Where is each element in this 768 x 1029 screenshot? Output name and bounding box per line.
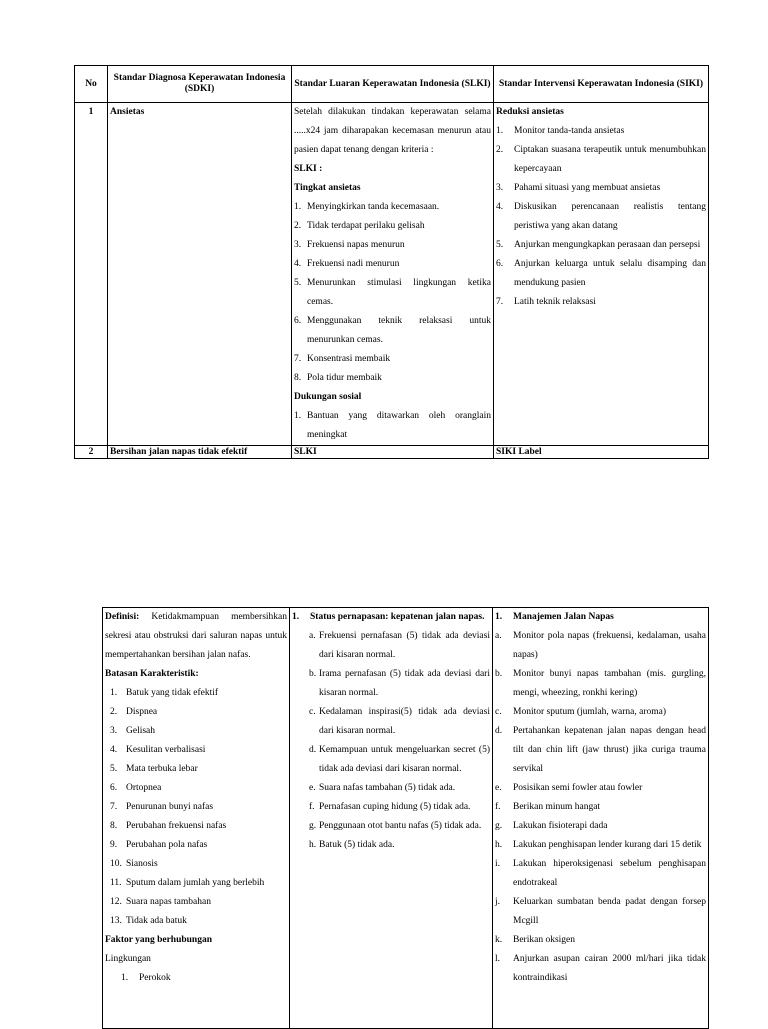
list-marker: 5. <box>110 764 118 774</box>
list-item-text: Lakukan hiperoksigenasi sebelum penghisapan endotrakeal <box>513 859 706 888</box>
definisi-text: Ketidakmampuan membersihkan sekresi atau obstruksi dari saluran napas untuk mempertahankan bersihan jalan nafas. <box>105 612 287 660</box>
list-item-text: Anjurkan asupan cairan 2000 ml/hari jika tidak kontraindikasi <box>513 954 706 983</box>
list-marker: g. <box>309 821 317 831</box>
list-item <box>496 141 706 179</box>
list-item <box>294 198 491 217</box>
list-marker: 2. <box>110 707 118 717</box>
slki-title: Status pernapasan: kepatenan jalan napas. <box>310 612 485 622</box>
list-item-text: Batuk (5) tidak ada. <box>319 840 395 850</box>
list-item-text: Kesulitan verbalisasi <box>126 745 206 755</box>
list-item <box>105 874 287 893</box>
list-marker: g. <box>495 821 503 831</box>
list-marker: f. <box>495 802 501 812</box>
list-item <box>105 893 287 912</box>
list-item-text: Frekuensi napas menurun <box>307 240 405 250</box>
list-item <box>294 312 491 350</box>
list-item-text: Menyingkirkan tanda kecemasaan. <box>307 202 440 212</box>
list-marker: 2. <box>294 221 302 231</box>
list-item <box>105 741 287 760</box>
slki-intro: Setelah dilakukan tindakan keperawatan selama .....x24 jam diharapakan kecemasan menurun atau pasien dapat tenang dengan kriteria : <box>294 107 491 155</box>
list-marker: 3. <box>496 183 504 193</box>
list-item <box>105 779 287 798</box>
tingkat-ansietas-title: Tingkat ansietas <box>294 183 361 193</box>
definisi-label: Definisi: <box>105 612 140 622</box>
list-marker: 7. <box>110 802 118 812</box>
list-item-text: Pernafasan cuping hidung (5) tidak ada. <box>319 802 471 812</box>
continuation-table <box>102 607 709 1029</box>
lingkungan-list <box>105 969 287 988</box>
list-marker: i. <box>495 859 501 869</box>
list-marker: c. <box>495 707 502 717</box>
nursing-care-table <box>74 65 709 459</box>
list-marker: 1. <box>292 612 300 622</box>
list-item-text: Pertahankan kepatenan jalan napas dengan head tilt dan chin lift (jaw thrust) jika curiga trauma servikal <box>513 726 706 774</box>
list-marker: a. <box>495 631 502 641</box>
list-item <box>105 817 287 836</box>
list-marker: 6. <box>496 259 504 269</box>
list-marker: 12. <box>110 897 122 907</box>
list-item <box>292 608 490 627</box>
list-item-text: Latih teknik relaksasi <box>514 297 596 307</box>
table-row <box>103 608 709 1029</box>
list-marker: 1. <box>121 973 129 983</box>
list-item-text: Monitor bunyi napas tambahan (mis. gurgling, mengi, wheezing, ronkhi kering) <box>513 669 706 698</box>
list-item <box>496 179 706 198</box>
list-item <box>298 779 490 798</box>
header-sdki: Standar Diagnosa Keperawatan Indonesia (SDKI) <box>108 66 292 103</box>
batasan-list <box>105 684 287 931</box>
list-item-text: Ortopnea <box>126 783 162 793</box>
list-item <box>496 122 706 141</box>
list-marker: 3. <box>110 726 118 736</box>
list-item-text: Monitor sputum (jumlah, warna, aroma) <box>513 707 667 717</box>
list-item-text: Frekuensi nadi menurun <box>307 259 400 269</box>
dukungan-sosial-list <box>294 407 491 445</box>
list-item <box>298 665 490 703</box>
list-item-text: Mata terbuka lebar <box>126 764 198 774</box>
list-item <box>495 608 706 627</box>
list-item <box>495 665 706 703</box>
table-row <box>75 103 709 446</box>
row-number: 2 <box>75 446 108 459</box>
list-marker: 1. <box>496 126 504 136</box>
list-item-text: Pola tidur membaik <box>307 373 382 383</box>
list-item-text: Kemampuan untuk mengeluarkan secret (5) tidak ada deviasi dari kisaran normal. <box>319 745 490 774</box>
list-marker: 6. <box>294 316 302 326</box>
list-marker: 4. <box>294 259 302 269</box>
list-marker: 10. <box>110 859 122 869</box>
reduksi-ansietas-list <box>496 122 706 312</box>
list-item-text: Lakukan penghisapan lender kurang dari 15 detik <box>513 840 702 850</box>
list-item-text: Diskusikan perencanaan realistis tentang peristiwa yang akan datang <box>514 202 706 231</box>
list-item-text: Anjurkan mengungkapkan perasaan dan persepsi <box>514 240 701 250</box>
list-item <box>294 369 491 388</box>
list-item <box>495 836 706 855</box>
list-item-text: Pahami situasi yang membuat ansietas <box>514 183 661 193</box>
siki-title-list <box>495 608 706 627</box>
dukungan-sosial-title: Dukungan sosial <box>294 392 362 402</box>
faktor-title: Faktor yang berhubungan <box>105 935 212 945</box>
list-marker: 1. <box>294 202 302 212</box>
batasan-title: Batasan Karakteristik: <box>105 669 199 679</box>
list-marker: j. <box>495 897 501 907</box>
list-item <box>495 855 706 893</box>
list-item <box>495 779 706 798</box>
list-marker: d. <box>309 745 317 755</box>
list-item-text: Konsentrasi membaik <box>307 354 391 364</box>
list-item <box>105 722 287 741</box>
list-item-text: Anjurkan keluarga untuk selalu disamping dan mendukung pasien <box>514 259 706 288</box>
list-item <box>495 950 706 988</box>
list-marker: 4. <box>496 202 504 212</box>
list-item <box>298 798 490 817</box>
siki-action-list <box>495 627 706 988</box>
list-marker: 1. <box>495 612 503 622</box>
list-item <box>294 407 491 445</box>
list-item <box>105 703 287 722</box>
list-marker: k. <box>495 935 503 945</box>
list-item-text: Menggunakan teknik relaksasi untuk menurunkan cemas. <box>307 316 491 345</box>
slki-cell <box>292 103 494 446</box>
list-item <box>495 722 706 779</box>
list-marker: 7. <box>496 297 504 307</box>
list-marker: l. <box>495 954 501 964</box>
list-item-text: Ciptakan suasana terapeutik untuk menumbuhkan kepercayaan <box>514 145 706 174</box>
list-item <box>298 703 490 741</box>
slki-cell: SLKI <box>292 446 494 459</box>
list-item <box>298 627 490 665</box>
table-row <box>75 446 709 459</box>
diagnosis-cell: Bersihan jalan napas tidak efektif <box>108 446 292 459</box>
list-item <box>298 836 490 855</box>
list-item <box>105 760 287 779</box>
list-item <box>294 274 491 312</box>
list-item-text: Menurunkan stimulasi lingkungan ketika cemas. <box>307 278 491 307</box>
list-item <box>298 741 490 779</box>
list-marker: a. <box>309 631 316 641</box>
list-item <box>495 798 706 817</box>
list-marker: 7. <box>294 354 302 364</box>
list-marker: d. <box>495 726 503 736</box>
list-marker: 2. <box>496 145 504 155</box>
list-marker: 5. <box>496 240 504 250</box>
list-item-text: Sianosis <box>126 859 158 869</box>
list-marker: 3. <box>294 240 302 250</box>
list-marker: 1. <box>294 411 302 421</box>
list-marker: b. <box>309 669 317 679</box>
row-number: 1 <box>75 103 108 446</box>
list-marker: 8. <box>110 821 118 831</box>
siki-detail-cell <box>493 608 709 1029</box>
list-item-text: Frekuensi pernafasan (5) tidak ada deviasi dari kisaran normal. <box>319 631 490 660</box>
definisi-block <box>105 608 287 665</box>
list-item-text: Batuk yang tidak efektif <box>126 688 219 698</box>
slki-detail-cell <box>290 608 493 1029</box>
list-item-text: Bantuan yang ditawarkan oleh oranglain meningkat <box>307 411 491 440</box>
list-marker: e. <box>495 783 502 793</box>
list-marker: c. <box>309 707 316 717</box>
list-item <box>495 817 706 836</box>
list-marker: h. <box>309 840 317 850</box>
list-item-text: Perokok <box>139 973 171 983</box>
siki-cell <box>494 103 709 446</box>
diagnosis-cell: Ansietas <box>108 103 292 446</box>
list-item-text: Kedalaman inspirasi(5) tidak ada deviasi dari kisaran normal. <box>319 707 490 736</box>
list-item <box>105 684 287 703</box>
list-item <box>294 217 491 236</box>
tingkat-ansietas-list <box>294 198 491 388</box>
list-item <box>298 817 490 836</box>
list-marker: 13. <box>110 916 122 926</box>
list-item-text: Suara nafas tambahan (5) tidak ada. <box>319 783 456 793</box>
list-item-text: Keluarkan sumbatan benda padat dengan forsep Mcgill <box>513 897 706 926</box>
list-item <box>496 293 706 312</box>
list-item-text: Sputum dalam jumlah yang berlebih <box>126 878 265 888</box>
list-item <box>496 198 706 236</box>
header-siki: Standar Intervensi Keperawatan Indonesia (SIKI) <box>494 66 709 103</box>
list-item-text: Berikan minum hangat <box>513 802 601 812</box>
list-marker: h. <box>495 840 503 850</box>
list-item <box>105 969 287 988</box>
list-item-text: Suara napas tambahan <box>126 897 211 907</box>
list-item <box>105 912 287 931</box>
slki-criteria-list <box>292 627 490 855</box>
list-item <box>294 255 491 274</box>
list-item <box>294 350 491 369</box>
list-item-text: Monitor tanda-tanda ansietas <box>514 126 625 136</box>
header-slki: Standar Luaran Keperawatan Indonesia (SLKI) <box>292 66 494 103</box>
list-marker: f. <box>309 802 315 812</box>
list-item-text: Tidak ada batuk <box>126 916 187 926</box>
reduksi-ansietas-title: Reduksi ansietas <box>496 107 564 117</box>
list-item-text: Tidak terdapat perilaku gelisah <box>307 221 425 231</box>
slki-label: SLKI : <box>294 164 323 174</box>
list-item-text: Perubahan frekuensi nafas <box>126 821 227 831</box>
list-item <box>495 703 706 722</box>
list-marker: 8. <box>294 373 302 383</box>
list-item <box>496 255 706 293</box>
list-item-text: Irama pernafasan (5) tidak ada deviasi dari kisaran normal. <box>319 669 490 698</box>
list-marker: 4. <box>110 745 118 755</box>
siki-cell: SIKI Label <box>494 446 709 459</box>
list-marker: b. <box>495 669 503 679</box>
list-item <box>105 798 287 817</box>
slki-title-list <box>292 608 490 627</box>
list-item-text: Berikan oksigen <box>513 935 576 945</box>
list-item <box>105 836 287 855</box>
list-item-text: Dispnea <box>126 707 158 717</box>
list-item <box>496 236 706 255</box>
list-item <box>495 931 706 950</box>
list-item <box>105 855 287 874</box>
list-marker: e. <box>309 783 316 793</box>
list-item <box>294 236 491 255</box>
list-marker: 1. <box>110 688 118 698</box>
list-marker: 9. <box>110 840 118 850</box>
list-item-text: Posisikan semi fowler atau fowler <box>513 783 643 793</box>
header-no: No <box>75 66 108 103</box>
list-item-text: Monitor pola napas (frekuensi, kedalaman, usaha napas) <box>513 631 706 660</box>
list-item-text: Penurunan bunyi nafas <box>126 802 214 812</box>
list-marker: 11. <box>110 878 122 888</box>
list-item-text: Lakukan fisioterapi dada <box>513 821 608 831</box>
list-item <box>495 627 706 665</box>
list-item-text: Gelisah <box>126 726 156 736</box>
list-item <box>495 893 706 931</box>
table-header-row <box>75 66 709 103</box>
lingkungan-label: Lingkungan <box>105 954 151 964</box>
sdki-detail-cell <box>103 608 290 1029</box>
list-marker: 5. <box>294 278 302 288</box>
siki-title: Manajemen Jalan Napas <box>513 612 614 622</box>
list-marker: 6. <box>110 783 118 793</box>
list-item-text: Perubahan pola nafas <box>126 840 208 850</box>
list-item-text: Penggunaan otot bantu nafas (5) tidak ada. <box>319 821 482 831</box>
